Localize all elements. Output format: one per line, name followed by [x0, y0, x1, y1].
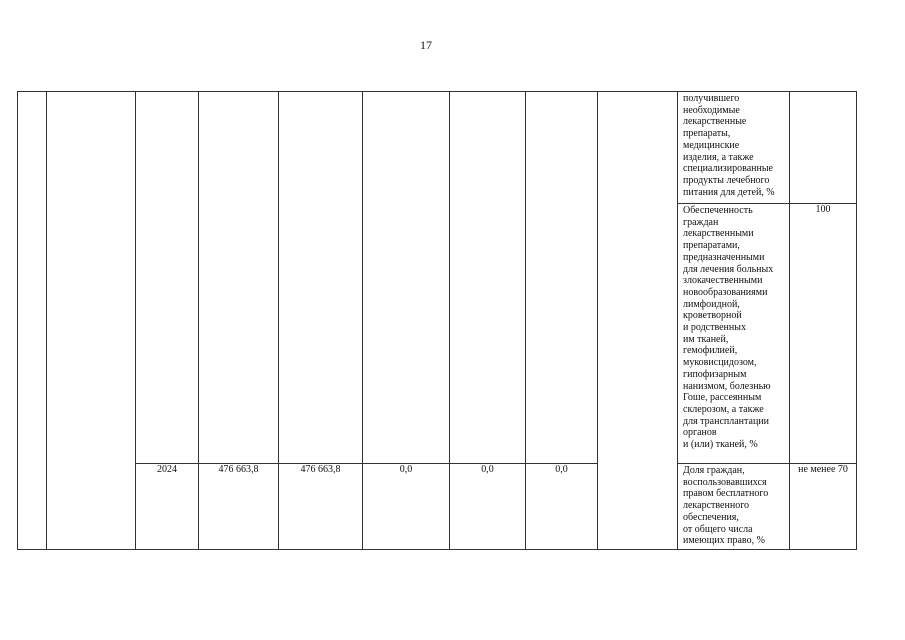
indicator-value: не менее 70	[790, 464, 857, 550]
indicator-cell	[678, 92, 790, 204]
cell-amount-1-prev	[199, 92, 279, 464]
indicator-cell	[678, 464, 790, 550]
program-table	[17, 91, 857, 550]
cell-number	[18, 92, 47, 550]
amount-4-2024: 0,0	[450, 464, 526, 550]
page-number: 17	[420, 38, 432, 52]
indicator-name: Доля граждан, воспользовавшихся правом бесплатного лекарственного обеспечения, от общего числа имеющих право, %	[683, 465, 769, 547]
indicator-value: 100	[790, 204, 857, 464]
indicator-value	[790, 92, 857, 204]
cell-amount-2-prev	[279, 92, 363, 464]
amount-1-2024: 476 663,8	[199, 464, 279, 550]
cell-amount-4-prev	[450, 92, 526, 464]
cell-event-name	[47, 92, 136, 550]
amount-3-2024: 0,0	[363, 464, 450, 550]
cell-amount-5-prev	[526, 92, 598, 464]
indicator-name: получившего необходимые лекарственные препараты, медицинские изделия, а также специализированные продукты лечебного питания для детей, %	[683, 93, 775, 198]
cell-executor	[598, 92, 678, 550]
amount-5-2024: 0,0	[526, 464, 598, 550]
indicator-name: Обеспеченность граждан лекарственными препаратами, предназначенными для лечения больных злокачественными новообразованиями лимфоидной, кроветворной и родственных им тканей, гемофилией, муковисцидозом, гипофизарным нанизмом, болезнью Гоше, рассеянным склерозом, а также для трансплантации органов и (или) тканей, %	[683, 205, 774, 451]
cell-year-prev	[136, 92, 199, 464]
amount-2-2024: 476 663,8	[279, 464, 363, 550]
cell-amount-3-prev	[363, 92, 450, 464]
indicator-cell	[678, 204, 790, 464]
year-2024: 2024	[136, 464, 199, 550]
